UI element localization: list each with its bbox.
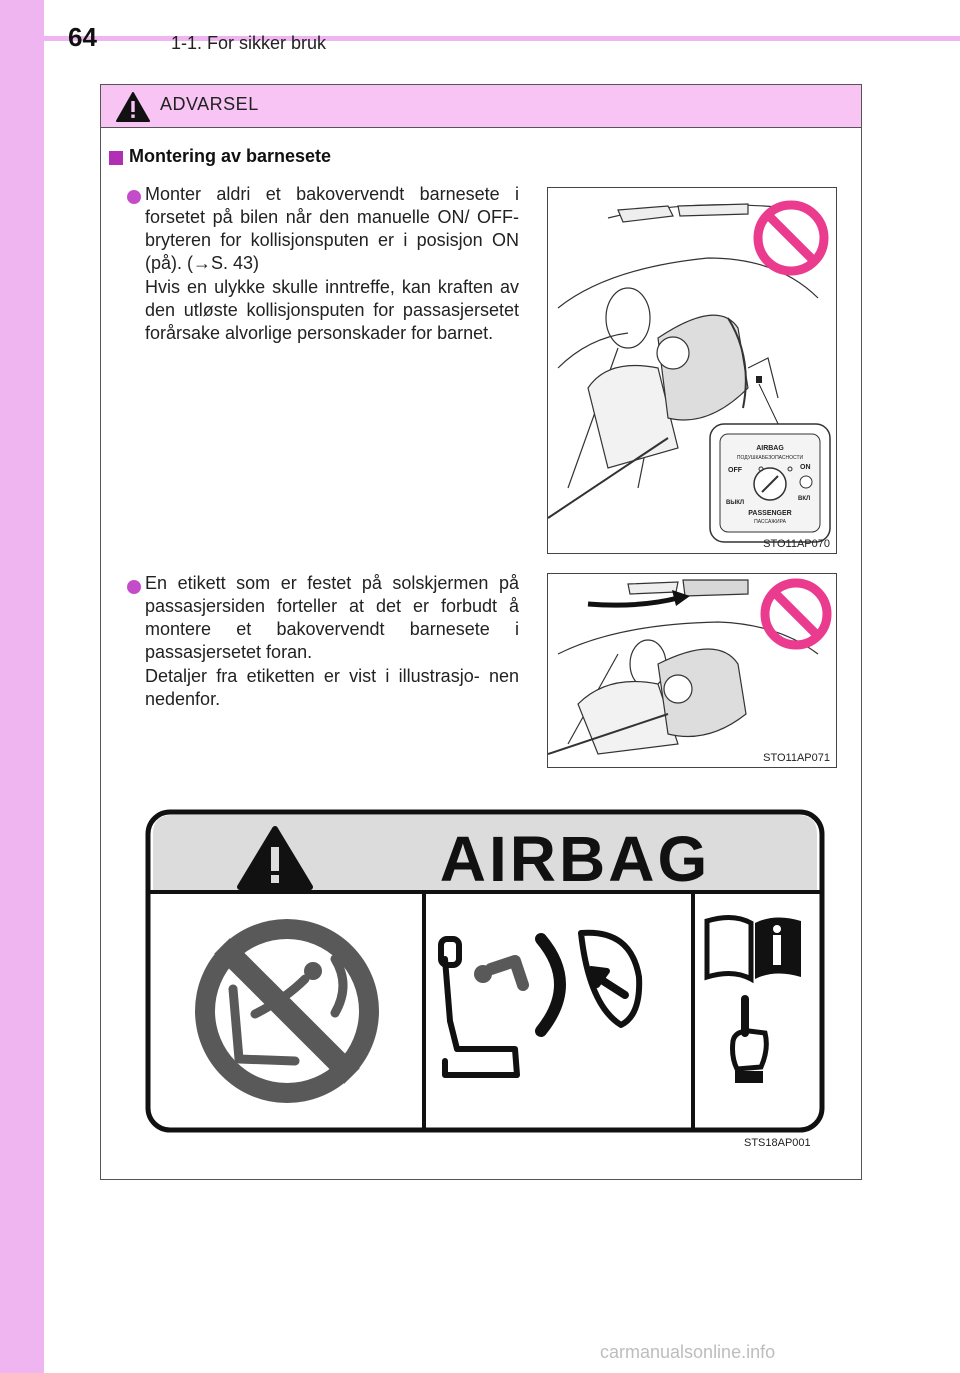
warning-label: ADVARSEL <box>160 94 259 114</box>
warning-triangle-icon <box>115 91 151 123</box>
warning-header <box>101 85 861 128</box>
bullet-2-text: En etikett som er festet på solskjermen på passasjersiden forteller at det er forbudt å montere et bakovervendt barnesete i passasjersetet foran. <box>145 573 519 662</box>
bullet-2-text-2: Detaljer fra etiketten er vist i illustrasjo- nen nedenfor. <box>145 666 519 709</box>
bullet-dot <box>127 580 141 594</box>
bullet-dot <box>127 190 141 204</box>
figure-code: STS18AP001 <box>744 1137 811 1149</box>
bullet-1-text-2: Hvis en ulykke skulle inntreffe, kan kraften av den utløste kollisjonsputen for passasjersetet forårsake alvorlige personskader for barnet. <box>145 277 519 343</box>
side-color-strip <box>0 0 44 1373</box>
figure-code: STO11AP070 <box>763 538 830 550</box>
switch-on-ru-label: ВКЛ <box>798 496 811 502</box>
switch-passenger-ru-label: ПАССАЖИРА <box>754 519 786 525</box>
figure-airbag-switch <box>547 187 837 554</box>
section-header-title: 1-1. For sikker bruk <box>171 33 327 53</box>
switch-on-label: ON <box>800 464 811 471</box>
figure-code: STO11AP071 <box>763 752 830 764</box>
car-interior-illustration <box>548 574 836 767</box>
switch-off-label: OFF <box>728 467 742 474</box>
switch-airbag-label: AIRBAG <box>756 445 784 452</box>
figure-sunvisor-label <box>547 573 837 768</box>
car-interior-illustration <box>548 188 836 553</box>
switch-off-ru-label: ВЫКЛ <box>726 500 745 506</box>
section-title: Montering av barnesete <box>129 146 332 166</box>
page-number: 64 <box>68 22 97 52</box>
airbag-warning-label <box>145 809 825 1133</box>
section-square-bullet <box>109 151 123 165</box>
switch-passenger-label: PASSENGER <box>748 510 792 517</box>
warning-box <box>100 84 862 1180</box>
switch-airbag-ru-label: ПОДУШКАБЕЗОПАСНОСТИ <box>736 455 804 461</box>
footer-watermark: carmanualsonline.info <box>600 1342 776 1362</box>
bullet-1-text: Monter aldri et bakovervendt barnesete i forsetet på bilen når den manuelle ON/ OFF-bryteren for kollisjonsputen er i posisjon ON (på). (→S. 43) <box>145 184 519 273</box>
airbag-label-title: AIRBAG <box>439 823 711 895</box>
no-rear-facing-seat-icon <box>195 919 379 1103</box>
